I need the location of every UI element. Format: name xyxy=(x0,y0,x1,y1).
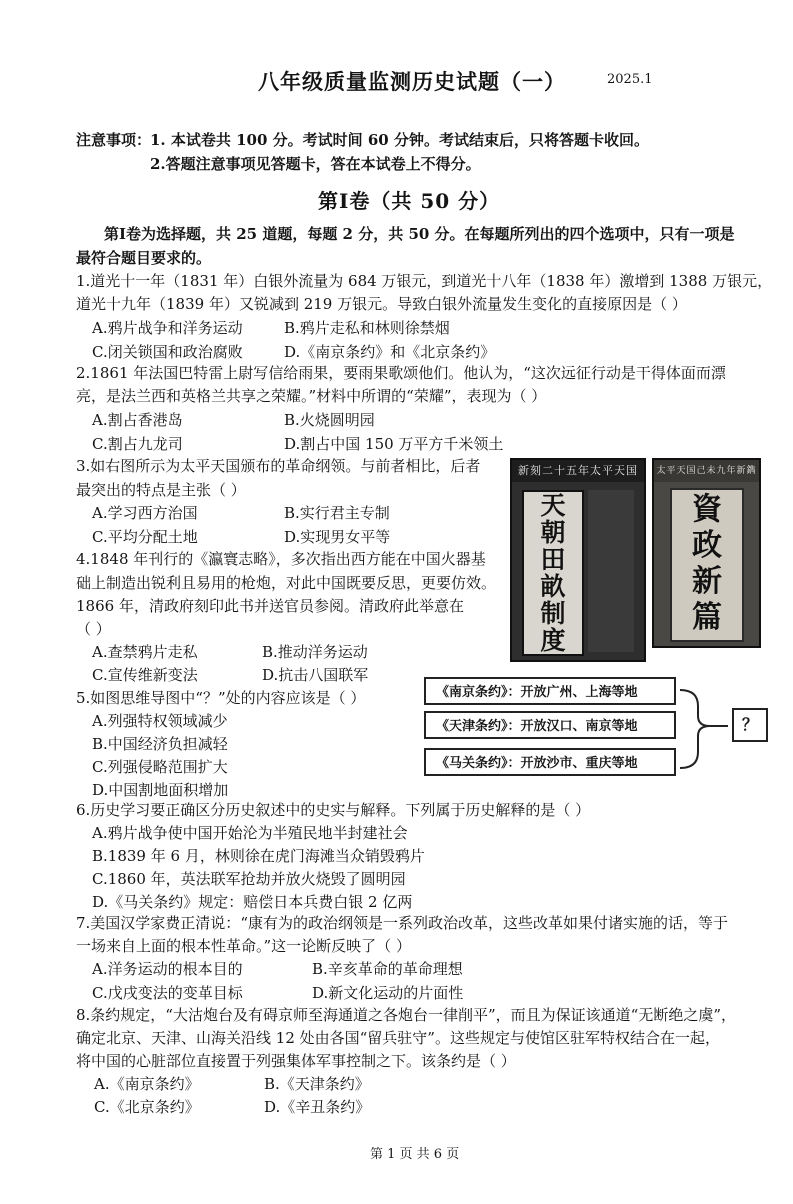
q4-stem-line-4: （ ） xyxy=(76,620,111,638)
q1-stem-line-1: 1.道光十一年（1831 年）白银外流量为 684 万银元，到道光十八年（1838 年）激增到 1388 万银元， xyxy=(76,272,773,290)
q8-option-b: B.《天津条约》 xyxy=(264,1075,370,1093)
q6-stem: 6.历史学习要正确区分历史叙述中的史实与解释。下列属于历史解释的是（ ） xyxy=(76,801,591,819)
q1-option-a: A.鸦片战争和洋务运动 xyxy=(92,319,243,337)
zizheng-char-4: 篇 xyxy=(692,600,722,635)
q5-option-b: B.中国经济负担减轻 xyxy=(92,735,228,753)
notice-line-1: 1. 本试卷共 100 分。考试时间 60 分钟。考试结束后，只将答题卡收回。 xyxy=(150,131,649,149)
section-intro-line-2: 最符合题目要求的。 xyxy=(76,249,212,267)
q7-option-a: A.洋务运动的根本目的 xyxy=(92,960,243,978)
q3-option-a: A.学习西方治国 xyxy=(92,504,198,522)
q3-stem-line-2: 最突出的特点是主张（ ） xyxy=(76,481,246,499)
zizheng-title-panel xyxy=(670,488,744,642)
q8-stem-line-2: 确定北京、天津、山海关沿线 12 处由各国“留兵驻守”。这些规定与使馆区驻军特权结合在一起， xyxy=(76,1029,720,1047)
mindmap-box-tianjin: 《天津条约》：开放汉口、南京等地 xyxy=(424,711,676,739)
mindmap-box-nanjing: 《南京条约》：开放广州、上海等地 xyxy=(424,677,676,705)
q3-stem-line-1: 3.如右图所示为太平天国颁布的革命纲领。与前者相比，后者 xyxy=(76,457,481,475)
q7-option-c: C.戊戌变法的变革目标 xyxy=(92,984,243,1002)
tianchao-char-5: 制 xyxy=(540,599,566,628)
q1-option-d: D.《南京条约》和《北京条约》 xyxy=(284,343,496,361)
q3-option-c: C.平均分配土地 xyxy=(92,528,198,546)
zizheng-char-1: 資 xyxy=(692,492,722,527)
q2-option-c: C.割占九龙司 xyxy=(92,435,183,453)
q7-stem-line-2: 一场来自上面的根本性革命。”这一论断反映了（ ） xyxy=(76,937,411,955)
q5-option-d: D.中国割地面积增加 xyxy=(92,781,229,799)
q7-stem-line-1: 7.美国汉学家费正清说：“康有为的政治纲领是一系列政治改革，这些改革如果付诸实施的话，等于 xyxy=(76,914,728,932)
tianchao-title-panel xyxy=(522,490,584,656)
page-number: 第 1 页 共 6 页 xyxy=(370,1147,460,1162)
tianchao-tianmu-zhidu-image xyxy=(510,458,646,662)
q1-option-b: B.鸦片走私和林则徐禁烟 xyxy=(284,319,450,337)
q4-stem-line-1: 4.1848 年刊行的《瀛寰志略》，多次指出西方能在中国火器基 xyxy=(76,550,486,568)
q5-stem: 5.如图思维导图中“？”处的内容应该是（ ） xyxy=(76,689,366,707)
q4-option-d: D.抗击八国联军 xyxy=(262,666,369,684)
q4-option-a: A.查禁鸦片走私 xyxy=(92,643,198,661)
q8-option-c: C.《北京条约》 xyxy=(94,1098,200,1116)
q4-stem-line-2: 础上制造出锐利且易用的枪炮，对此中国既要反思，更要仿效。 xyxy=(76,574,497,592)
tianchao-cover-shadow xyxy=(588,490,634,652)
zizheng-xinpian-image xyxy=(652,458,761,648)
q2-option-d: D.割占中国 150 万平方千米领土 xyxy=(284,435,504,453)
q6-option-a: A.鸦片战争使中国开始沦为半殖民地半封建社会 xyxy=(92,824,408,842)
section-title: 第Ⅰ卷（共 50 分） xyxy=(318,189,501,213)
q8-stem-line-3: 将中国的心脏部位直接置于列强集体军事控制之下。该条约是（ ） xyxy=(76,1052,516,1070)
q7-option-d: D.新文化运动的片面性 xyxy=(312,984,464,1002)
zizheng-char-3: 新 xyxy=(692,564,722,599)
q8-option-d: D.《辛丑条约》 xyxy=(264,1098,371,1116)
q2-stem-line-2: 亮，是法兰西和英格兰共享之荣耀。”材料中所谓的“荣耀”，表现为（ ） xyxy=(76,387,547,405)
tianchao-char-6: 度 xyxy=(540,626,566,655)
exam-title: 八年级质量监测历史试题（一） xyxy=(258,69,566,94)
notice-label: 注意事项： xyxy=(76,131,152,149)
section-intro-line-1: 第Ⅰ卷为选择题，共 25 道题，每题 2 分，共 50 分。在每题所列出的四个选项中，只有一项是 xyxy=(104,225,735,243)
tianchao-char-3: 田 xyxy=(540,545,566,574)
zizheng-char-2: 政 xyxy=(692,528,722,563)
q6-option-d: D.《马关条约》规定：赔偿日本兵费白银 2 亿两 xyxy=(92,893,413,911)
q2-stem-line-1: 2.1861 年法国巴特雷上尉写信给雨果，要雨果歌颂他们。他认为，“这次远征行动是干得体面而漂 xyxy=(76,364,726,382)
q3-option-d: D.实现男女平等 xyxy=(284,528,391,546)
mindmap-brace xyxy=(676,676,736,780)
q4-option-c: C.宣传维新变法 xyxy=(92,666,198,684)
mindmap-question-box: ？ xyxy=(732,708,768,742)
q1-option-c: C.闭关锁国和政治腐败 xyxy=(92,343,243,361)
q8-option-a: A.《南京条约》 xyxy=(94,1075,200,1093)
q5-option-c: C.列强侵略范围扩大 xyxy=(92,758,228,776)
q6-option-c: C.1860 年，英法联军抢劫并放火烧毁了圆明园 xyxy=(92,870,406,888)
q5-option-a: A.列强特权领域减少 xyxy=(92,712,228,730)
tianchao-char-2: 朝 xyxy=(540,518,566,547)
tianchao-char-4: 畝 xyxy=(540,572,566,601)
mindmap-box-maguan: 《马关条约》：开放沙市、重庆等地 xyxy=(424,748,676,776)
q3-option-b: B.实行君主专制 xyxy=(284,504,390,522)
notice-line-2: 2.答题注意事项见答题卡，答在本试卷上不得分。 xyxy=(150,155,481,173)
q2-option-b: B.火烧圆明园 xyxy=(284,411,375,429)
q8-stem-line-1: 8.条约规定，“大沽炮台及有碍京师至海通道之各炮台一律削平”，而且为保证该通道“无断绝之虞”， xyxy=(76,1006,736,1024)
q4-option-b: B.推动洋务运动 xyxy=(262,643,368,661)
q6-option-b: B.1839 年 6 月，林则徐在虎门海滩当众销毁鸦片 xyxy=(92,847,425,865)
q2-option-a: A.割占香港岛 xyxy=(92,411,183,429)
tianchao-cover-banner: 新刻二十五年太平天国 xyxy=(512,460,644,482)
q1-stem-line-2: 道光十九年（1839 年）又锐减到 219 万银元。导致白银外流量发生变化的直接原因是（ ） xyxy=(76,295,687,313)
q7-option-b: B.辛亥革命的革命理想 xyxy=(312,960,463,978)
exam-date: 2025.1 xyxy=(607,72,653,87)
tianchao-char-1: 天 xyxy=(540,491,566,520)
q4-stem-line-3: 1866 年，清政府刻印此书并送官员参阅。清政府此举意在 xyxy=(76,597,464,615)
zizheng-cover-banner: 太平天国己未九年新鐫 xyxy=(654,460,759,482)
